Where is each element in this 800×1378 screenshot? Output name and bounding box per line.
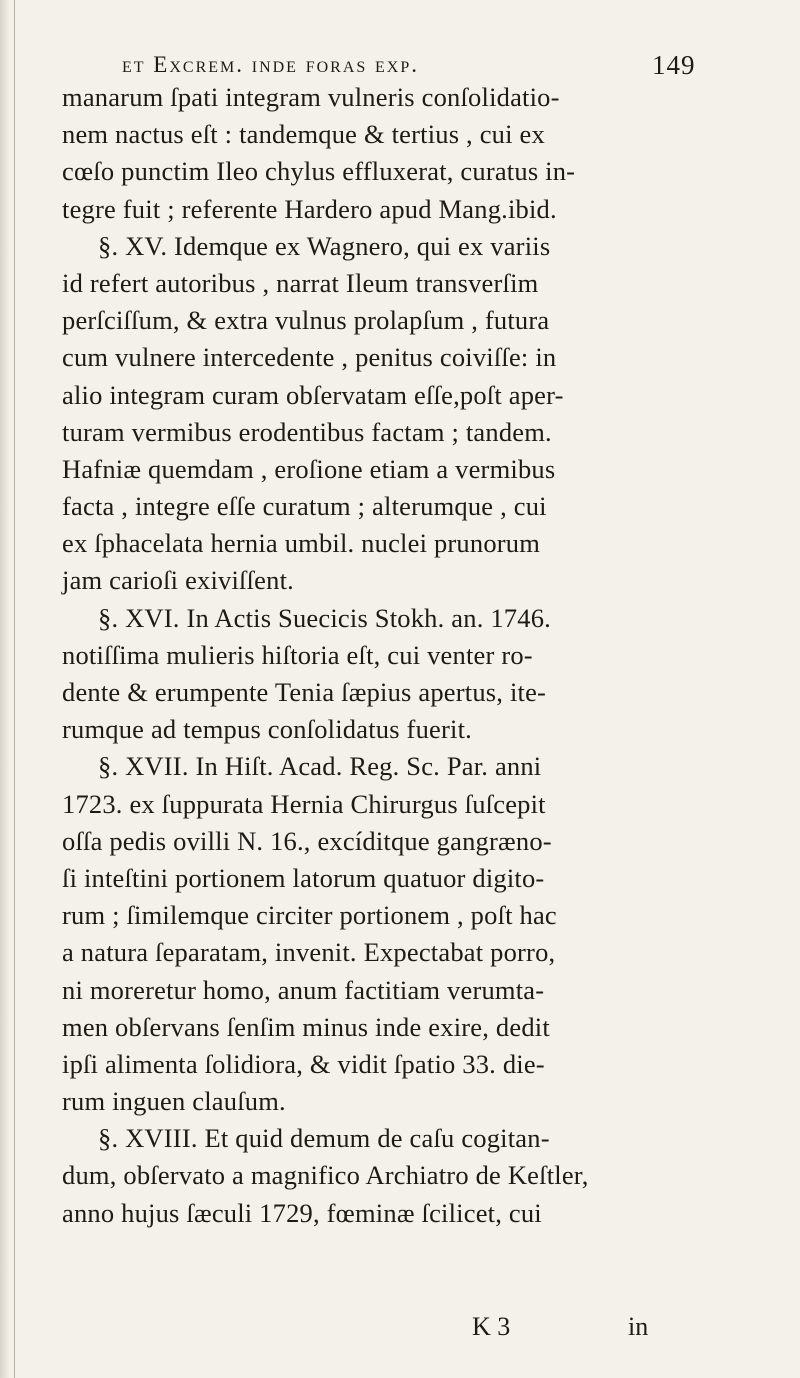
page-footer (60, 1312, 680, 1342)
text-line: §. XVII. In Hiſt. Acad. Reg. Sc. Par. anni (98, 751, 542, 782)
page-number: 149 (652, 50, 696, 80)
text-line: §. XV. Idemque ex Wagnero, qui ex variis (98, 230, 551, 261)
text-line: ex ſphacelata hernia umbil. nuclei prunorum (62, 528, 541, 559)
page-edge-shadow (0, 0, 10, 1378)
body-text (62, 79, 784, 1232)
text-line: manarum ſpati integram vulneris conſolidatio- (62, 82, 560, 112)
text-line: ni moreretur homo, anum factitiam verumta- (62, 974, 545, 1005)
text-line: §. XVI. In Actis Suecicis Stokh. an. 1746. (98, 602, 551, 633)
catchword: in (628, 1312, 649, 1341)
text-line: nem nactus eſt : tandemque & tertius , cui ex (62, 119, 545, 150)
text-line: facta , integre eſſe curatum ; alterumque , cui (62, 491, 547, 522)
book-page (62, 22, 784, 1232)
text-line: a natura ſeparatam, invenit. Expectabat porro, (62, 937, 556, 968)
text-line: oſſa pedis ovilli N. 16., excíditque gangræno- (62, 825, 552, 856)
text-line: id refert autoribus , narrat Ileum transverſim (62, 267, 539, 298)
text-line: rum inguen clauſum. (62, 1086, 286, 1117)
page-edge-line (14, 0, 15, 1378)
text-line: perſciſſum, & extra vulnus prolapſum , futura (62, 305, 550, 336)
text-line: dum, obſervato a magnifico Archiatro de Keſtler, (62, 1160, 589, 1191)
text-line: turam vermibus erodentibus factam ; tandem. (62, 416, 552, 447)
text-line: rum ; ſimilemque circiter portionem , poſt hac (62, 900, 557, 931)
text-line: ipſi alimenta ſolidiora, & vidit ſpatio 33. die- (62, 1048, 545, 1079)
text-line: rumque ad tempus conſolidatus fuerit. (62, 714, 472, 745)
text-line: tegre fuit ; referente Hardero apud Mang.ibid. (62, 193, 557, 224)
text-line: dente & erumpente Tenia ſæpius apertus, ite- (62, 677, 547, 707)
text-line: alio integram curam obſervatam eſſe,poſt aper- (62, 379, 564, 410)
page-header (62, 22, 784, 82)
text-line: cœſo punctim Ileo chylus effluxerat, curatus in- (62, 156, 576, 187)
text-line: jam carioſi exiviſſent. (62, 565, 294, 596)
signature-mark: K 3 (472, 1312, 511, 1341)
running-head: et Excrem. inde foras exp. (122, 52, 420, 77)
text-line: cum vulnere intercedente , penitus coiviſſe: in (62, 342, 557, 373)
text-line: 1723. ex ſuppurata Hernia Chirurgus ſuſcepit (62, 788, 546, 819)
text-line: anno hujus ſæculi 1729, fœminæ ſcilicet, cui (62, 1197, 542, 1228)
text-line: men obſervans ſenſim minus inde exire, dedit (62, 1011, 550, 1042)
text-line: Hafniæ quemdam , eroſione etiam a vermibus (62, 453, 556, 484)
text-line: notiſſima mulieris hiſtoria eſt, cui venter ro- (62, 639, 533, 670)
text-line: ſi inteſtini portionem latorum quatuor digito- (62, 862, 545, 893)
text-line: §. XVIII. Et quid demum de caſu cogitan- (98, 1123, 550, 1154)
